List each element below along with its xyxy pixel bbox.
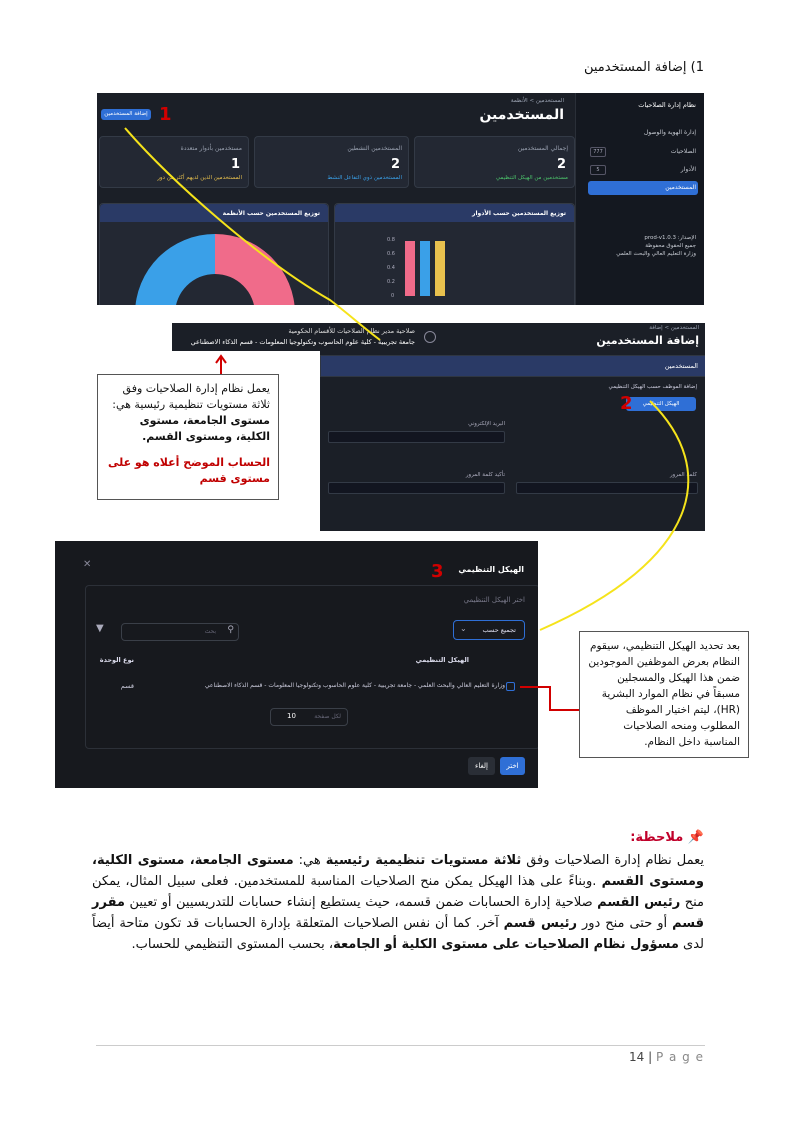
card-note: مستخدمين من الهيكل التنظيمي (495, 175, 568, 181)
select-placeholder[interactable]: اختر الهيكل التنظيمي (463, 596, 525, 604)
tick-label: 0 (391, 293, 395, 299)
search-placeholder: بحث (204, 628, 216, 635)
connector-1 (125, 128, 380, 340)
dialog-title: الهيكل التنظيمي (458, 565, 524, 574)
card-value: 2 (390, 157, 400, 172)
notice-paragraph: يعمل نظام إدارة الصلاحيات وفق ثلاثة مستويات تنظيمية رئيسية هي: مستوى الجامعة، مستوى الكلية، ومستوى القسم .وبناءً على هذا الهيكل يمكن منح الصلاحيات المناسبة للمستخدمين. فعلى سبيل المثال، يمكن منح رئيس القسم صلاحية إدارة الحسابات ضمن قسمه، حيث يستطيع إنشاء حسابات للتدريسيين أو تعيين مقرر قسم أو حتى منح دور رئيس قسم آخر. كما أن نفس الصلاحيات المتعلقة بإدارة الحسابات قد تكون متاحة أيضاً لدى مسؤول نظام الصلاحيات على مستوى الكلية أو الجامعة، بحسب المستوى التنظيمي للحساب. (92, 853, 705, 952)
step-marker-3: 3 (431, 561, 444, 582)
step-marker-1: 1 (159, 104, 172, 125)
select-button[interactable]: اختر (500, 757, 525, 775)
note1-red-text: الحساب الموضح أعلاه هو على مستوى قسم (107, 456, 270, 485)
page-footer: 14 | P a g e (629, 1050, 704, 1064)
group-by-label: تجميع حسب (482, 626, 516, 634)
tick-label: 0.2 (387, 279, 395, 285)
role-line: صلاحية مدير نظام الصلاحيات للأقسام الحكومية (288, 327, 415, 335)
card-value: 2 (556, 157, 566, 172)
footer-divider (96, 1045, 705, 1046)
org-structure-button[interactable]: الهيكل التنظيمي (626, 397, 696, 411)
page-number: 14 (629, 1050, 645, 1064)
chart-roles-title: توزيع المستخدمين حسب الأدوار (472, 210, 566, 217)
panel-title: المستخدمين (664, 362, 698, 370)
sidebar-badge-roles: 5 (590, 165, 606, 175)
note1-text: يعمل نظام إدارة الصلاحيات وفق ثلاثة مستويات تنظيمية رئيسية هي: (112, 382, 270, 411)
notice-heading: 📌 ملاحظة: (630, 830, 704, 845)
col-type[interactable]: نوع الوحدة (99, 656, 134, 664)
tick-label: 0.6 (387, 251, 395, 257)
col-structure[interactable]: الهيكل التنظيمي (415, 656, 469, 664)
row-type: قسم (120, 682, 134, 690)
sidebar-title: نظام إدارة الصلاحيات (638, 101, 696, 109)
pin-icon: 📌 (687, 830, 704, 845)
sidebar-item-permissions[interactable]: الصلاحيات (670, 148, 696, 155)
breadcrumb[interactable]: المستخدمين > إضافة (649, 325, 699, 331)
card-title: مستخدمين بأدوار متعددة (180, 145, 242, 152)
breadcrumb[interactable]: المستخدمين > الأنظمة (510, 98, 564, 104)
red-connector (520, 687, 579, 710)
ministry: وزارة التعليم العالي والبحث العلمي (616, 251, 696, 257)
step-marker-2: 2 (620, 393, 633, 414)
card-title: المستخدمين النشطين (347, 145, 402, 152)
password-label: كلمة المرور (669, 472, 697, 478)
confirm-password-label: تأكيد كلمة المرور (465, 472, 505, 478)
chevron-down-icon: ⌄ (460, 624, 467, 633)
close-icon[interactable]: ✕ (83, 559, 92, 570)
section-label: إضافة الموظف حسب الهيكل التنظيمي (608, 384, 697, 390)
tick-label: 0.8 (387, 237, 395, 243)
page-title: المستخدمين (479, 107, 564, 123)
chart-systems-title: توزيع المستخدمين حسب الأنظمة (222, 210, 320, 217)
sidebar-item-roles[interactable]: الأدوار (680, 166, 696, 173)
per-page-label: لكل صفحة (314, 713, 341, 720)
sidebar-item-users[interactable]: المستخدمين (665, 184, 696, 191)
row-structure: وزارة التعليم العالي والبحث العلمي - جامعة تجريبية - كلية علوم الحاسوب وتكنولوجيا المعلومات - قسم الذكاء الاصطناعي (204, 682, 505, 689)
page-title: إضافة المستخدمين (596, 334, 699, 347)
page-label: P a g e (655, 1050, 704, 1064)
search-icon: ⚲ (227, 625, 234, 635)
rights: جميع الحقوق محفوظة (645, 243, 696, 249)
email-label: البريد الإلكتروني (468, 421, 505, 427)
add-users-button[interactable]: إضافة المستخدمين (101, 109, 151, 120)
tick-label: 0.4 (387, 265, 395, 271)
org-line: جامعة تجريبية - كلية علوم الحاسوب وتكنولوجيا المعلومات - قسم الذكاء الاصطناعي (190, 338, 415, 346)
card-title: إجمالي المستخدمين (517, 145, 568, 152)
cancel-button[interactable]: إلغاء (468, 757, 495, 775)
version: الإصدار: prod-v1.0.3 (644, 235, 696, 241)
sidebar-badge-permissions: 777 (590, 147, 606, 157)
filter-icon[interactable]: ▼ (96, 623, 104, 634)
note-box-hr: بعد تحديد الهيكل التنظيمي، سيقوم النظام بعرض الموظفين الموجودين ضمن هذا الهيكل والمسجلين مسبقاً في نظام الموارد البشرية (HR)، ليتم اختيار الموظف المطلوب ومنحه الصلاحيات المناسبة داخل النظام. (579, 631, 749, 758)
section-title: 1) إضافة المستخدمين (583, 60, 704, 75)
card-note: المستخدمين ذوي التفاعل النشط (327, 175, 402, 181)
connector-2 (540, 401, 688, 630)
note1-levels: مستوى الجامعة، مستوى الكلية، ومستوى القسم. (139, 414, 270, 443)
sidebar-group: إدارة الهوية والوصول (643, 129, 696, 136)
card-note: المستخدمين الذين لديهم أكثر من دور (157, 175, 242, 181)
card-value: 1 (230, 157, 240, 172)
per-page-value: 10 (287, 712, 296, 720)
